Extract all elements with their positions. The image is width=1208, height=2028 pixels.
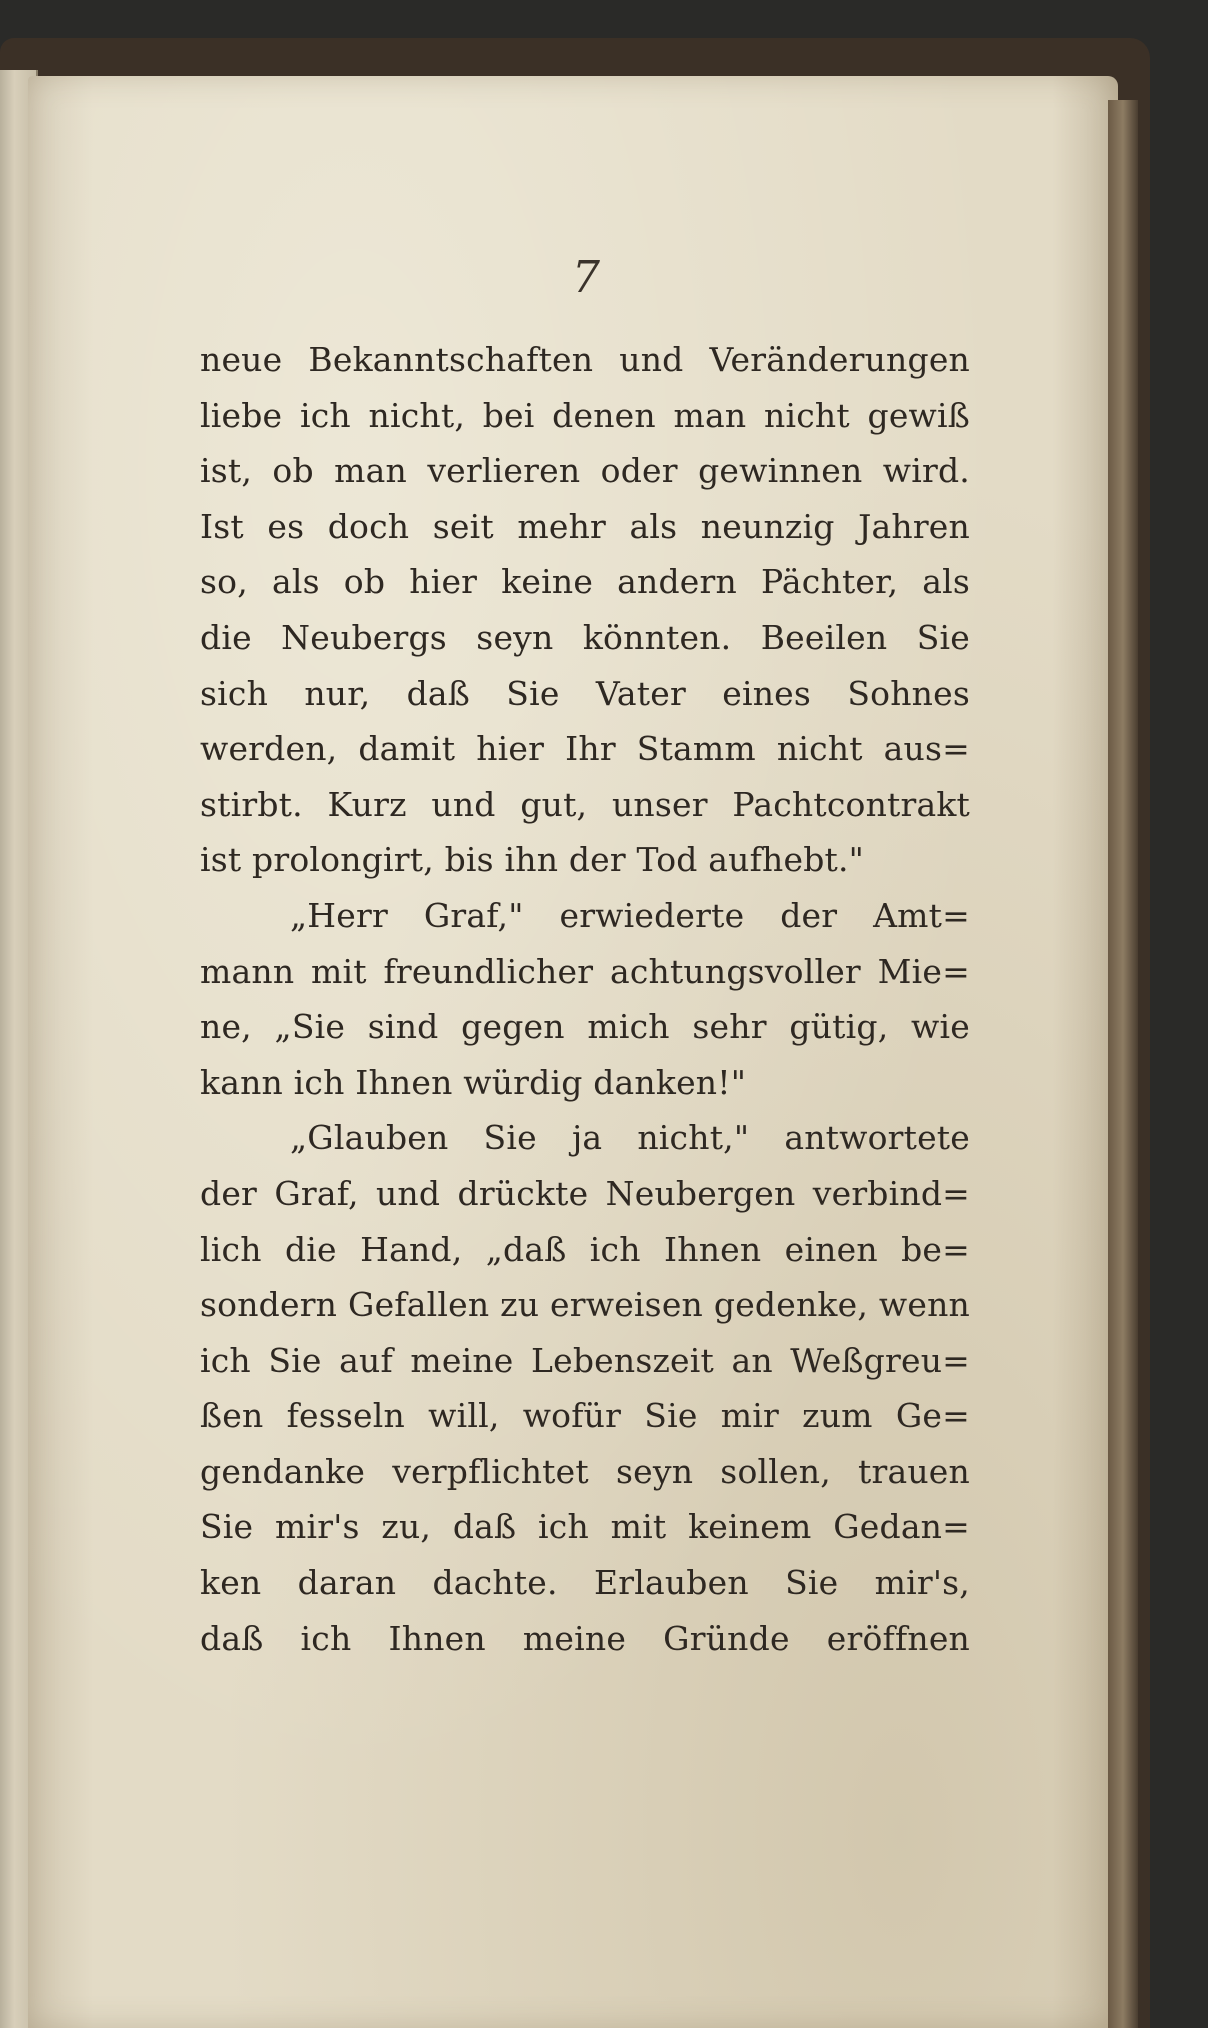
page-number: 7 xyxy=(572,252,600,303)
text-line: neue Bekanntschaften und Veränderungen xyxy=(200,340,970,379)
text-line: kann ich Ihnen würdig danken!" xyxy=(200,1062,747,1102)
text-line: daß ich Ihnen meine Gründe eröffnen xyxy=(200,1618,970,1658)
text-line: ist prolongirt, bis ihn der Tod aufhebt." xyxy=(200,840,865,880)
text-line: werden, damit hier Ihr Stamm nicht aus= xyxy=(200,729,970,769)
text-line: gendanke verpflichtet seyn sollen, trauen xyxy=(200,1451,970,1491)
text-line: so, als ob hier keine andern Pächter, als xyxy=(200,562,970,602)
body-text xyxy=(200,332,970,1666)
text-line: ich Sie auf meine Lebenszeit an Weßgreu= xyxy=(200,1340,970,1380)
text-line: sich nur, daß Sie Vater eines Sohnes xyxy=(200,673,970,713)
text-line: „Glauben Sie ja nicht," antwortete xyxy=(290,1118,970,1158)
text-line: ne, „Sie sind gegen mich sehr gütig, wie xyxy=(200,1007,970,1047)
text-line: „Herr Graf," erwiederte der Amt= xyxy=(290,895,970,935)
text-line: sondern Gefallen zu erweisen gedenke, wenn xyxy=(200,1285,970,1325)
text-line: Sie mir's zu, daß ich mit keinem Gedan= xyxy=(200,1507,970,1547)
text-line: ist, ob man verlieren oder gewinnen wird. xyxy=(200,451,970,491)
text-line: ken daran dachte. Erlauben Sie mir's, xyxy=(200,1563,970,1603)
text-line: stirbt. Kurz und gut, unser Pachtcontrakt xyxy=(200,784,970,824)
text-line: lich die Hand, „daß ich Ihnen einen be= xyxy=(200,1229,970,1269)
text-line: die Neubergs seyn könnten. Beeilen Sie xyxy=(200,617,970,657)
text-line: der Graf, und drückte Neubergen verbind= xyxy=(200,1173,970,1213)
right-page-edge xyxy=(1108,100,1138,2028)
text-line: ßen fesseln will, wofür Sie mir zum Ge= xyxy=(200,1396,970,1436)
text-line: liebe ich nicht, bei denen man nicht gewiß xyxy=(200,395,970,435)
text-line: mann mit freundlicher achtungsvoller Mie= xyxy=(200,951,970,991)
text-line: Ist es doch seit mehr als neunzig Jahren xyxy=(200,506,970,546)
